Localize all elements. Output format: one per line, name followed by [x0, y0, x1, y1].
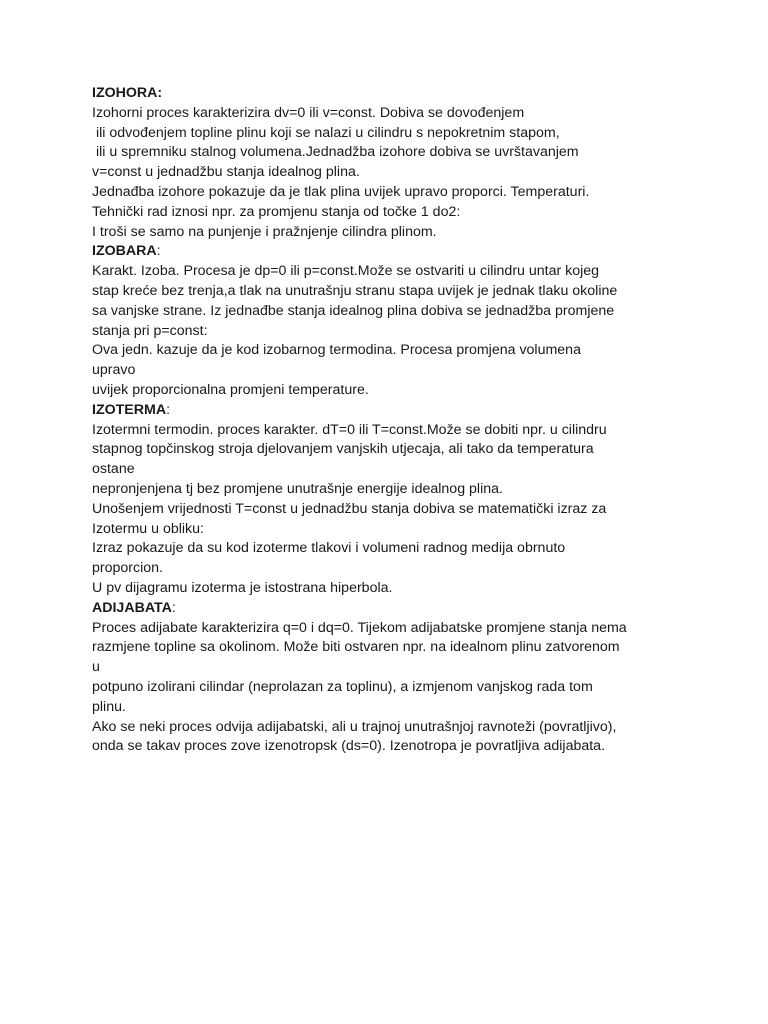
heading-suffix: : [171, 599, 176, 616]
section-heading [92, 599, 692, 619]
text-line: Proces adijabate karakterizira q=0 i dq=0. Tijekom adijabatske promjene stanja nema [92, 619, 627, 636]
heading-text: IZOBARA [92, 243, 157, 260]
text-line: stap kreće bez trenja,a tlak na unutrašnju stranu stapa uvijek je jednak tlaku okoline [92, 282, 618, 299]
section-adijabata [92, 599, 692, 757]
text-line: nepronjenjena tj bez promjene unutrašnje energije idealnog plina. [92, 480, 503, 497]
text-line: I troši se samo na punjenje i pražnjenje cilindra plinom. [92, 223, 437, 240]
section-izobara [92, 242, 692, 400]
text-line: Unošenjem vrijednosti T=const u jednadžbu stanja dobiva se matematički izraz za [92, 500, 607, 517]
text-line: Izotermu u obliku: [92, 520, 204, 537]
text-line: razmjene topline sa okolinom. Može biti ostvaren npr. na idealnom plinu zatvorenom [92, 639, 620, 656]
text-line: Izotermni termodin. proces karakter. dT=0 ili T=const.Može se dobiti npr. u cilindru [92, 421, 607, 438]
text-line: Ako se neki proces odvija adijabatski, ali u trajnoj unutrašnjoj ravnoteži (povratljivo), [92, 718, 617, 735]
text-line: Tehnički rad iznosi npr. za promjenu stanja od točke 1 do2: [92, 203, 461, 220]
heading-suffix: : [166, 401, 171, 418]
heading-text: ADIJABATA [92, 599, 172, 616]
text-line: upravo [92, 362, 136, 379]
heading-text: IZOHORA: [92, 85, 163, 101]
text-line: Izohorni proces karakterizira dv=0 ili v=const. Dobiva se dovođenjem [92, 104, 525, 121]
text-line: potpuno izolirani cilindar (neprolazan za toplinu), a izmjenom vanjskog rada tom [92, 678, 593, 695]
section-heading [92, 401, 692, 421]
text-line: Jednađba izohore pokazuje da je tlak plina uvijek upravo proporci. Temperaturi. [92, 183, 590, 200]
text-line: ostane [92, 461, 135, 478]
section-heading [92, 242, 692, 262]
text-line: ili odvođenjem topline plinu koji se nalazi u cilindru s nepokretnim stapom, [92, 124, 560, 141]
text-line: Karakt. Izoba. Procesa je dp=0 ili p=const.Može se ostvariti u cilindru untar kojeg [92, 263, 600, 280]
text-line: plinu. [92, 698, 126, 715]
text-line: stanja pri p=const: [92, 322, 208, 339]
section-heading [92, 84, 692, 104]
text-line: Izraz pokazuje da su kod izoterme tlakovi i volumeni radnog medija obrnuto [92, 540, 566, 557]
text-line: u [92, 659, 100, 676]
text-line: ili u spremniku stalnog volumena.Jednadžba izohore dobiva se uvrštavanjem [92, 144, 579, 161]
section-izohora [92, 84, 692, 242]
text-line: onda se takav proces zove izenotropsk (ds=0). Izenotropa je povratljiva adijabata. [92, 738, 606, 755]
document-body [92, 84, 692, 757]
text-line: stapnog topčinskog stroja djelovanjem vanjskih utjecaja, ali tako da temperatura [92, 441, 594, 458]
section-izoterma [92, 401, 692, 599]
heading-text: IZOTERMA [92, 401, 167, 418]
text-line: sa vanjske strane. Iz jednađbe stanja idealnog plina dobiva se jednadžba promjene [92, 302, 615, 319]
text-line: proporcion. [92, 560, 163, 577]
text-line: v=const u jednadžbu stanja idealnog plina. [92, 164, 360, 181]
text-line: Ova jedn. kazuje da je kod izobarnog termodina. Procesa promjena volumena [92, 342, 581, 359]
text-line: uvijek proporcionalna promjeni temperature. [92, 381, 369, 398]
text-line: U pv dijagramu izoterma je istostrana hiperbola. [92, 579, 393, 596]
heading-suffix: : [156, 243, 161, 260]
